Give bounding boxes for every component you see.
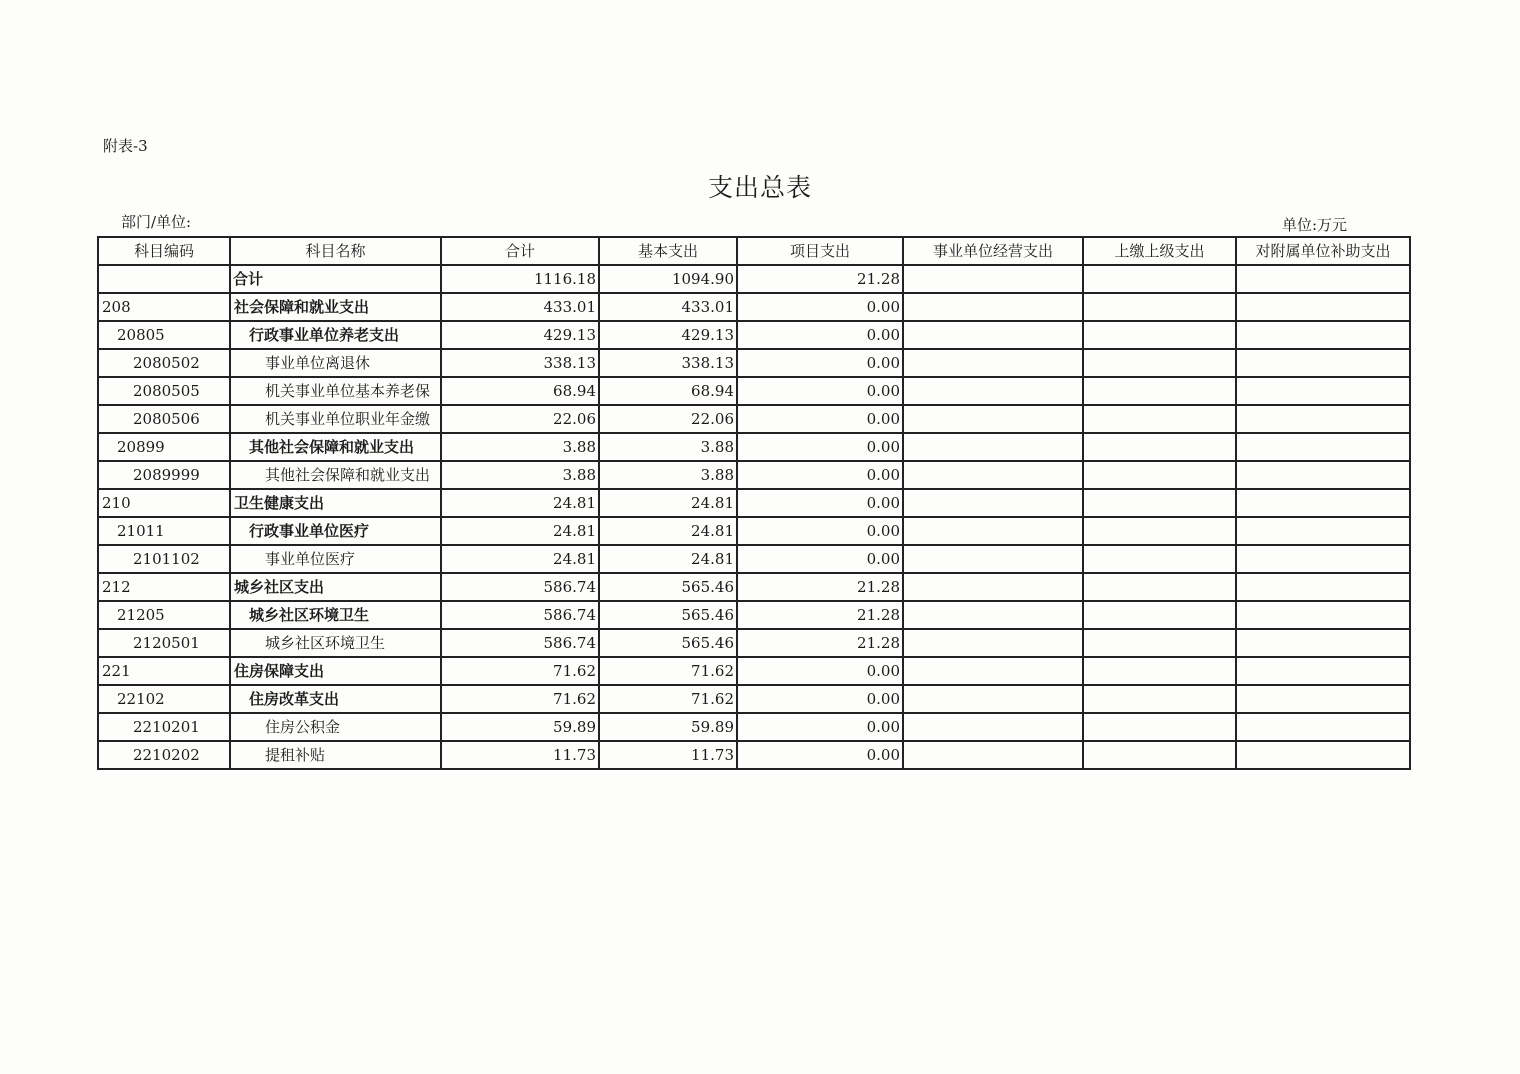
subject-code-cell: 212 [98, 573, 230, 601]
subsidy-expenditure-cell [1236, 265, 1410, 293]
subject-name-cell: 事业单位医疗 [230, 545, 441, 573]
total-cell: 586.74 [441, 573, 599, 601]
business-expenditure-cell [903, 545, 1083, 573]
header-basic-expenditure: 基本支出 [599, 237, 737, 265]
subsidy-expenditure-cell [1236, 517, 1410, 545]
total-cell: 586.74 [441, 601, 599, 629]
remit-expenditure-cell [1083, 349, 1236, 377]
header-total: 合计 [441, 237, 599, 265]
basic-expenditure-cell: 565.46 [599, 629, 737, 657]
basic-expenditure-cell: 433.01 [599, 293, 737, 321]
project-expenditure-cell: 0.00 [737, 293, 903, 321]
remit-expenditure-cell [1083, 265, 1236, 293]
subject-code-cell: 2080505 [98, 377, 230, 405]
total-cell: 1116.18 [441, 265, 599, 293]
project-expenditure-cell: 0.00 [737, 461, 903, 489]
subject-code-cell: 221 [98, 657, 230, 685]
total-cell: 433.01 [441, 293, 599, 321]
header-business-expenditure: 事业单位经营支出 [903, 237, 1083, 265]
business-expenditure-cell [903, 265, 1083, 293]
business-expenditure-cell [903, 349, 1083, 377]
remit-expenditure-cell [1083, 545, 1236, 573]
subject-name-cell: 城乡社区环境卫生 [230, 629, 441, 657]
total-cell: 3.88 [441, 461, 599, 489]
subject-name-cell: 行政事业单位医疗 [230, 517, 441, 545]
business-expenditure-cell [903, 629, 1083, 657]
basic-expenditure-cell: 565.46 [599, 601, 737, 629]
subject-code-cell: 2101102 [98, 545, 230, 573]
project-expenditure-cell: 0.00 [737, 741, 903, 769]
header-subject-name: 科目名称 [230, 237, 441, 265]
table-row [98, 573, 1410, 601]
project-expenditure-cell: 21.28 [737, 601, 903, 629]
business-expenditure-cell [903, 489, 1083, 517]
basic-expenditure-cell: 429.13 [599, 321, 737, 349]
remit-expenditure-cell [1083, 657, 1236, 685]
table-row [98, 489, 1410, 517]
subject-code-cell: 2210202 [98, 741, 230, 769]
subject-code-cell: 20805 [98, 321, 230, 349]
header-subject-code: 科目编码 [98, 237, 230, 265]
remit-expenditure-cell [1083, 489, 1236, 517]
subject-name-cell: 提租补贴 [230, 741, 441, 769]
subsidy-expenditure-cell [1236, 713, 1410, 741]
subject-code-cell: 2120501 [98, 629, 230, 657]
remit-expenditure-cell [1083, 573, 1236, 601]
table-row [98, 377, 1410, 405]
business-expenditure-cell [903, 433, 1083, 461]
subsidy-expenditure-cell [1236, 321, 1410, 349]
header-project-expenditure: 项目支出 [737, 237, 903, 265]
basic-expenditure-cell: 1094.90 [599, 265, 737, 293]
table-body [98, 265, 1410, 769]
basic-expenditure-cell: 338.13 [599, 349, 737, 377]
basic-expenditure-cell: 3.88 [599, 461, 737, 489]
basic-expenditure-cell: 11.73 [599, 741, 737, 769]
table-row [98, 517, 1410, 545]
subsidy-expenditure-cell [1236, 629, 1410, 657]
subject-name-cell: 社会保障和就业支出 [230, 293, 441, 321]
department-label: 部门/单位: [121, 213, 192, 231]
subsidy-expenditure-cell [1236, 545, 1410, 573]
subsidy-expenditure-cell [1236, 741, 1410, 769]
subject-code-cell: 22102 [98, 685, 230, 713]
total-cell: 338.13 [441, 349, 599, 377]
remit-expenditure-cell [1083, 377, 1236, 405]
project-expenditure-cell: 0.00 [737, 657, 903, 685]
subject-name-cell: 合计 [230, 265, 441, 293]
total-cell: 24.81 [441, 545, 599, 573]
subject-code-cell: 2080506 [98, 405, 230, 433]
page-title: 支出总表 [707, 173, 812, 202]
business-expenditure-cell [903, 517, 1083, 545]
total-cell: 3.88 [441, 433, 599, 461]
table-row [98, 685, 1410, 713]
unit-label: 单位:万元 [1282, 216, 1348, 234]
total-cell: 71.62 [441, 657, 599, 685]
basic-expenditure-cell: 24.81 [599, 545, 737, 573]
remit-expenditure-cell [1083, 741, 1236, 769]
expenditure-table [97, 236, 1411, 770]
subject-name-cell: 城乡社区支出 [230, 573, 441, 601]
subject-code-cell: 21205 [98, 601, 230, 629]
table-row [98, 405, 1410, 433]
remit-expenditure-cell [1083, 405, 1236, 433]
business-expenditure-cell [903, 573, 1083, 601]
subsidy-expenditure-cell [1236, 601, 1410, 629]
table-row [98, 433, 1410, 461]
subject-code-cell: 208 [98, 293, 230, 321]
remit-expenditure-cell [1083, 685, 1236, 713]
subject-code-cell: 20899 [98, 433, 230, 461]
subsidy-expenditure-cell [1236, 349, 1410, 377]
project-expenditure-cell: 0.00 [737, 433, 903, 461]
subject-code-cell [98, 265, 230, 293]
project-expenditure-cell: 0.00 [737, 377, 903, 405]
subject-name-cell: 住房保障支出 [230, 657, 441, 685]
remit-expenditure-cell [1083, 433, 1236, 461]
business-expenditure-cell [903, 377, 1083, 405]
table-row [98, 545, 1410, 573]
project-expenditure-cell: 0.00 [737, 545, 903, 573]
business-expenditure-cell [903, 321, 1083, 349]
project-expenditure-cell: 0.00 [737, 321, 903, 349]
project-expenditure-cell: 21.28 [737, 573, 903, 601]
business-expenditure-cell [903, 657, 1083, 685]
total-cell: 429.13 [441, 321, 599, 349]
table-row [98, 349, 1410, 377]
subject-code-cell: 21011 [98, 517, 230, 545]
basic-expenditure-cell: 59.89 [599, 713, 737, 741]
remit-expenditure-cell [1083, 517, 1236, 545]
subject-name-cell: 事业单位离退休 [230, 349, 441, 377]
remit-expenditure-cell [1083, 713, 1236, 741]
basic-expenditure-cell: 71.62 [599, 657, 737, 685]
business-expenditure-cell [903, 685, 1083, 713]
subsidy-expenditure-cell [1236, 405, 1410, 433]
table-row [98, 293, 1410, 321]
business-expenditure-cell [903, 741, 1083, 769]
remit-expenditure-cell [1083, 321, 1236, 349]
basic-expenditure-cell: 3.88 [599, 433, 737, 461]
basic-expenditure-cell: 24.81 [599, 489, 737, 517]
table-row [98, 741, 1410, 769]
subject-name-cell: 机关事业单位职业年金缴 [230, 405, 441, 433]
remit-expenditure-cell [1083, 629, 1236, 657]
project-expenditure-cell: 0.00 [737, 517, 903, 545]
subject-code-cell: 2089999 [98, 461, 230, 489]
project-expenditure-cell: 0.00 [737, 349, 903, 377]
total-cell: 68.94 [441, 377, 599, 405]
basic-expenditure-cell: 24.81 [599, 517, 737, 545]
table-row [98, 657, 1410, 685]
subsidy-expenditure-cell [1236, 461, 1410, 489]
subsidy-expenditure-cell [1236, 293, 1410, 321]
remit-expenditure-cell [1083, 601, 1236, 629]
header-subsidy-expenditure: 对附属单位补助支出 [1236, 237, 1410, 265]
business-expenditure-cell [903, 713, 1083, 741]
basic-expenditure-cell: 71.62 [599, 685, 737, 713]
project-expenditure-cell: 0.00 [737, 713, 903, 741]
remit-expenditure-cell [1083, 293, 1236, 321]
subsidy-expenditure-cell [1236, 685, 1410, 713]
table-row [98, 461, 1410, 489]
table-header-row [98, 237, 1410, 265]
table-row [98, 321, 1410, 349]
subsidy-expenditure-cell [1236, 489, 1410, 517]
table-row [98, 601, 1410, 629]
subsidy-expenditure-cell [1236, 573, 1410, 601]
project-expenditure-cell: 0.00 [737, 489, 903, 517]
subject-name-cell: 行政事业单位养老支出 [230, 321, 441, 349]
subject-name-cell: 机关事业单位基本养老保 [230, 377, 441, 405]
subject-name-cell: 住房公积金 [230, 713, 441, 741]
subject-code-cell: 210 [98, 489, 230, 517]
remit-expenditure-cell [1083, 461, 1236, 489]
total-cell: 71.62 [441, 685, 599, 713]
total-cell: 11.73 [441, 741, 599, 769]
business-expenditure-cell [903, 293, 1083, 321]
business-expenditure-cell [903, 601, 1083, 629]
subject-name-cell: 卫生健康支出 [230, 489, 441, 517]
subject-name-cell: 其他社会保障和就业支出 [230, 433, 441, 461]
header-remit-expenditure: 上缴上级支出 [1083, 237, 1236, 265]
total-cell: 59.89 [441, 713, 599, 741]
project-expenditure-cell: 0.00 [737, 685, 903, 713]
total-cell: 24.81 [441, 517, 599, 545]
table-row [98, 265, 1410, 293]
subject-name-cell: 住房改革支出 [230, 685, 441, 713]
basic-expenditure-cell: 565.46 [599, 573, 737, 601]
total-cell: 22.06 [441, 405, 599, 433]
project-expenditure-cell: 0.00 [737, 405, 903, 433]
basic-expenditure-cell: 22.06 [599, 405, 737, 433]
subsidy-expenditure-cell [1236, 433, 1410, 461]
table-row [98, 629, 1410, 657]
project-expenditure-cell: 21.28 [737, 265, 903, 293]
subsidy-expenditure-cell [1236, 657, 1410, 685]
total-cell: 586.74 [441, 629, 599, 657]
total-cell: 24.81 [441, 489, 599, 517]
subject-code-cell: 2080502 [98, 349, 230, 377]
attachment-label: 附表-3 [103, 137, 148, 155]
table-row [98, 713, 1410, 741]
basic-expenditure-cell: 68.94 [599, 377, 737, 405]
business-expenditure-cell [903, 405, 1083, 433]
subject-name-cell: 其他社会保障和就业支出 [230, 461, 441, 489]
project-expenditure-cell: 21.28 [737, 629, 903, 657]
business-expenditure-cell [903, 461, 1083, 489]
subject-name-cell: 城乡社区环境卫生 [230, 601, 441, 629]
subject-code-cell: 2210201 [98, 713, 230, 741]
subsidy-expenditure-cell [1236, 377, 1410, 405]
